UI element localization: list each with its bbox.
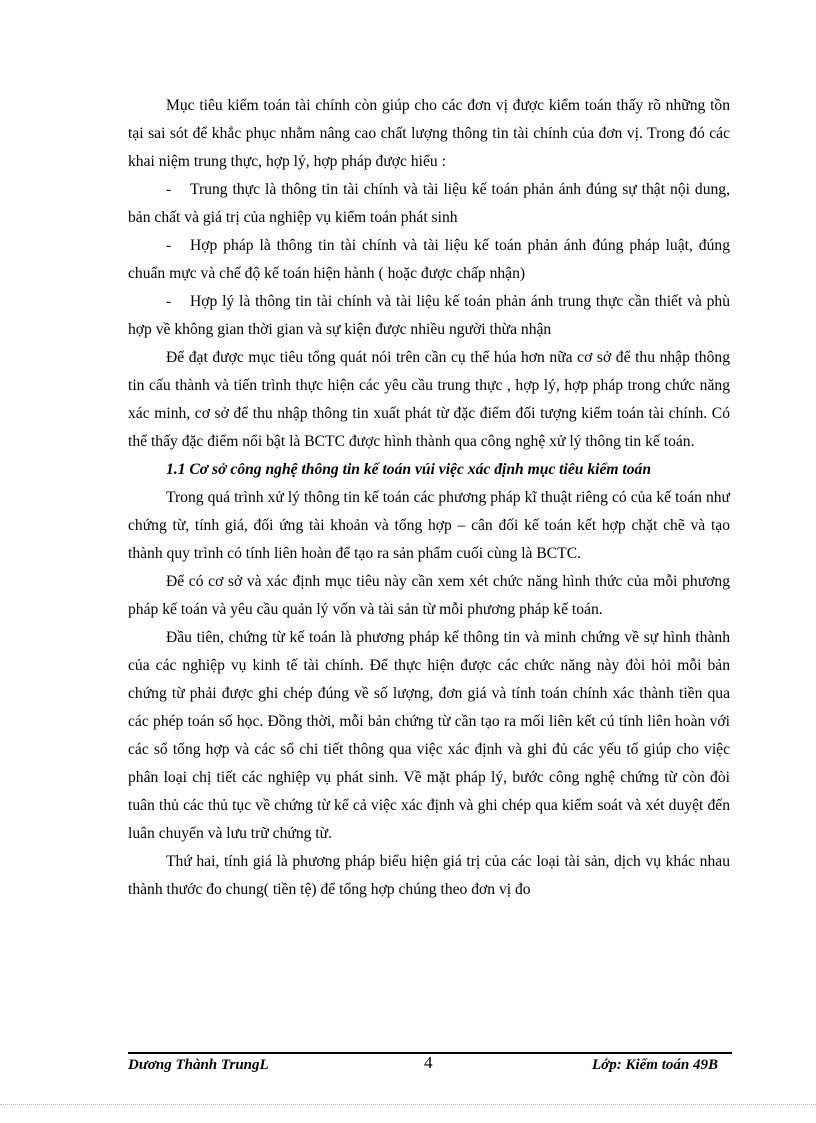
paragraph-pricing: Thứ hai, tính giá là phương pháp biểu hiện giá trị của các loại tài sản, dịch vụ khác nhau thành thước đo chung( tiền tệ) để tổng hợp chúng theo đơn vị đo (128, 853, 730, 898)
page-bottom-rule (0, 1104, 816, 1105)
footer-author: Dương Thành TrungL (128, 1057, 269, 1073)
paragraph-objective: Để đạt được mục tiêu tổng quát nói trên cần cụ thể húa hơn nữa cơ sở để thu nhập thông tin cấu thành và tiến trình thực hiện các yêu cầu trung thực , hợp lý, hợp pháp trong chức năng xác minh, cơ sở để thu nhập thông tin xuất phát từ đặc điểm đối tượng kiểm toán tài chính. Có thể thấy đặc điểm nổi bật là BCTC được hình thành qua công nghệ xử lý thông tin kế toán. (128, 349, 730, 450)
bullet-text: Hợp lý là thông tin tài chính và tài liệu kế toán phản ánh trung thực cần thiết và phù hợp về không gian thời gian và sự kiện được nhiều người thừa nhận (128, 293, 730, 338)
page-body (128, 92, 730, 904)
bullet-dash: - (166, 237, 172, 254)
bullet-item-trung-thuc (128, 176, 730, 232)
page-footer (128, 1055, 732, 1081)
paragraph-documents: Đầu tiên, chứng từ kế toán là phương pháp kế thông tin và minh chứng về sự hình thành của các nghiệp vụ kinh tế tài chính. Để thực hiện được các chức năng này đòi hỏi mỗi bản chứng từ phải được ghi chép đúng về số lượng, đơn giá và tính toán chính xác thành tiền qua các phép toán số học. Đồng thời, mỗi bản chứng từ cần tạo ra mối liên kết cú tính liên hoàn với các sổ tổng hợp và các sổ chi tiết thông qua việc xác định và ghi đủ các yếu tố giúp cho việc phân loại chị tiết các nghiệp vụ phát sinh. Về mặt pháp lý, bước công nghệ chứng từ còn đòi tuân thủ các thủ tục về chứng từ kể cả việc xác định và ghi chép qua kiểm soát và xét duyệt đến luân chuyển và lưu trữ chứng từ. (128, 629, 730, 842)
bullet-item-hop-phap (128, 232, 730, 288)
paragraph-intro: Mục tiêu kiểm toán tài chính còn giúp cho các đơn vị được kiểm toán thấy rõ những tồn tại sai sót để khắc phục nhằm nâng cao chất lượng thông tin tài chính của đơn vị. Trong đó các khai niệm trung thực, hợp lý, hợp pháp được hiểu : (128, 97, 730, 170)
section-heading: 1.1 Cơ sở công nghệ thông tin kế toán vúi việc xác định mục tiêu kiểm toán (166, 461, 652, 478)
bullet-dash: - (166, 293, 172, 310)
bullet-text: Hợp pháp là thông tin tài chính và tài liệu kế toán phản ánh đúng pháp luật, đúng chuẩn mực và chế độ kế toán hiện hành ( hoặc được chấp nhận) (128, 237, 730, 282)
bullet-text: Trung thực là thông tin tài chính và tài liệu kế toán phản ánh đúng sự thật nội dung, bản chất và giá trị của nghiệp vụ kiểm toán phát sinh (128, 181, 730, 226)
bullet-dash: - (166, 181, 172, 198)
page-number: 4 (424, 1053, 433, 1072)
paragraph-basis: Để có cơ sở và xác định mục tiêu này cần xem xét chức năng hình thức của mỗi phương pháp kế toán và yêu cầu quản lý vốn và tài sản từ mỗi phương pháp kế toán. (128, 573, 730, 618)
footer-class: Lớp: Kiểm toán 49B (592, 1057, 718, 1073)
bullet-item-hop-ly (128, 288, 730, 344)
paragraph-process: Trong quá trình xử lý thông tin kế toán các phương pháp kĩ thuật riêng có của kế toán như chứng từ, tính giá, đối ứng tài khoản và tổng hợp – cân đối kế toán kết hợp chặt chẽ và tạo thành quy trình có tính liên hoàn để tạo ra sản phẩm cuối cùng là BCTC. (128, 489, 730, 562)
